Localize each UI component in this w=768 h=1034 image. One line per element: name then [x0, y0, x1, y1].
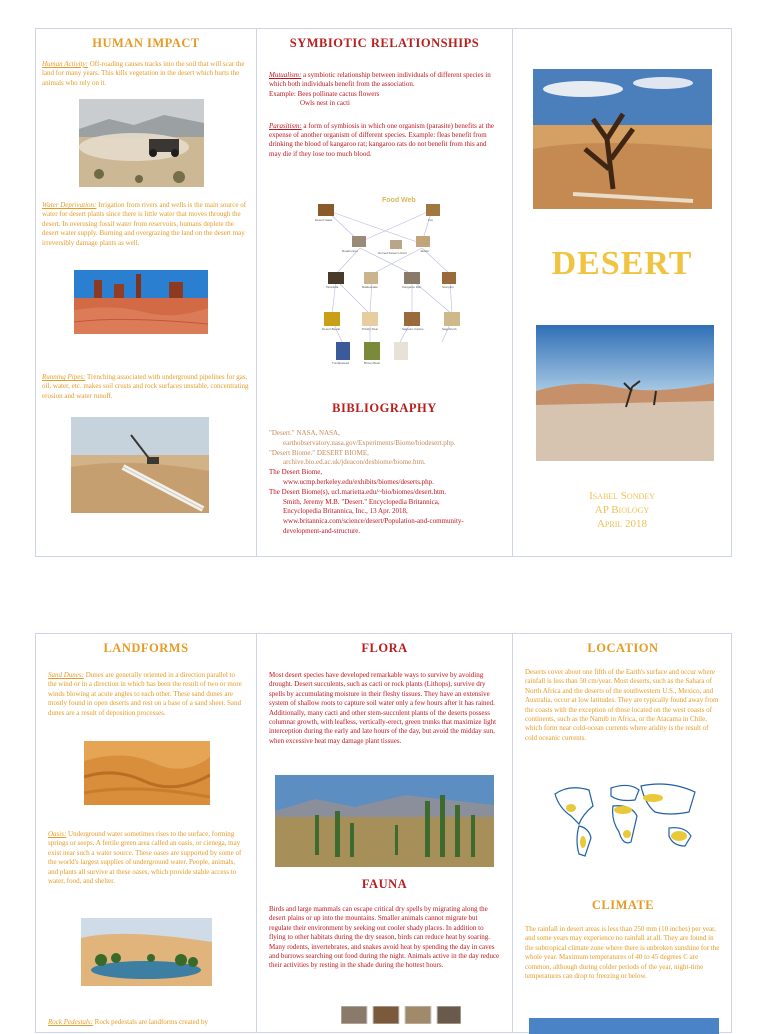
- desert-landscape-photo: [536, 325, 714, 461]
- cover-date: April 2018: [596, 518, 648, 530]
- human-impact-heading: HUMAN IMPACT: [92, 36, 200, 50]
- food-web-node: Desert Beetle: [322, 327, 341, 331]
- sand-dunes-label: Sand Dunes:: [48, 671, 84, 679]
- bib-entry: The Desert Biome(s), ucl.marietta.edu/~bio/biomes/desert.htm.: [269, 487, 447, 496]
- food-web-node: Scorpion: [442, 285, 454, 289]
- scorpion-icon: [442, 272, 456, 284]
- plant-icon: [394, 342, 408, 360]
- food-web-node: Sagebrush: [442, 327, 457, 331]
- food-web-node: Kangaroo Rat: [402, 285, 421, 289]
- bib-entry: earthobservatory.nasa.gov/Experiments/Biome/biodesert.php.: [283, 438, 456, 447]
- bib-entry: The Desert Biome,: [269, 468, 323, 477]
- food-web-node: Brown Bush: [364, 361, 381, 365]
- climate-text: The rainfall in desert areas is less than 250 mm (10 inches) per year, and some years may experience no rainfall at all. They are found in the subtropical climate zone where there is unbroken sunshine for the whole year. Maximum temperatures of 40 to 45 degrees C are common, although during colder periods of the year, night-time temperatures can drop to freezing or below.: [525, 925, 720, 981]
- food-web-node: Jackal: [420, 249, 429, 253]
- pipeline-photo: [71, 417, 209, 513]
- landforms-heading: LANDFORMS: [103, 641, 189, 655]
- running-pipes-label: Running Pipes:: [42, 373, 86, 381]
- fauna-photo-strip: [341, 1006, 461, 1024]
- desert-hawk-icon: [318, 204, 334, 216]
- parasitism-paragraph: [269, 122, 500, 160]
- red-desert-photo: [74, 270, 208, 334]
- parasitism-example: Example: fleas benefit from drinking the blood of kangaroo rat; kangaroo rats do not benefit from this and may die if they lose too much blood.: [269, 131, 487, 158]
- mutualism-text: a symbiotic relationship between individuals of different species in which both individuals benefit from the association.: [269, 71, 491, 89]
- food-web-node: Tumbleweed: [332, 361, 350, 365]
- tarantula-icon: [328, 272, 344, 284]
- food-web-node: Tarantula: [326, 285, 339, 289]
- cactus-photo: [275, 775, 494, 867]
- jackal-icon: [416, 236, 430, 247]
- rock-pedestals-label: Rock Pedestals:: [48, 1018, 93, 1026]
- food-web-node: Prickly Pear: [362, 327, 379, 331]
- saguaro-icon: [404, 312, 420, 326]
- food-web-node: Horned Desert Lizard: [378, 251, 407, 255]
- oasis-label: Oasis:: [48, 830, 67, 838]
- oasis-paragraph: [48, 830, 244, 886]
- fauna-heading: FAUNA: [361, 877, 408, 891]
- panel-divider: [512, 29, 513, 556]
- brochure-page-inside: [35, 633, 732, 1033]
- world-desert-map: [549, 776, 701, 862]
- bib-entry: www.ucmp.berkeley.edu/exhibits/biomes/deserts.php.: [283, 477, 434, 486]
- parasitism-text: a form of symbiosis in which one organism (parasite) benefits at the expense of another organism of different species.: [269, 121, 494, 140]
- rattlesnake-icon: [364, 272, 378, 284]
- bib-entry: archive.bio.ed.ac.uk/jdeacon/desbiome/biome.htm.: [283, 458, 426, 467]
- mutualism-example: Example: Bees pollinate cactus flowers: [269, 89, 380, 98]
- parasitism-label: Parasitism:: [269, 121, 302, 130]
- flora-text: Most desert species have developed remarkable ways to survive by avoiding drought. Desert succulents, such as cacti or rock plants (Lithops), survive dry spells by accumulating moisture in their fleshy tissues. They have an extensive system of shallow roots to capture soil water only a few hours after it has rained. Additionally, many cacti and other stem-succulent plants of the deserts possess columnar growth, with leafless, vertically-erect, green trunks that maximize light interception during the early and late hours of the day, but avoid the midday sun, when excessive heat may damage plant tissues.: [269, 671, 497, 745]
- symbiotic-heading: SYMBIOTIC RELATIONSHIPS: [289, 36, 480, 50]
- climate-photo: [529, 1018, 719, 1034]
- mutualism-example-2: Owls nest in cacti: [300, 99, 350, 108]
- kangaroo-rat-icon: [404, 272, 420, 284]
- water-deprivation-text: Irrigation from rivers and wells is the main source of water for desert plants since there is little water that moves through the desert. In overusing fossil water from reservoirs, humans deplete the desert water supply. Burning and overgrazing the land on the desert may irreversibly damage plants as well.: [42, 201, 247, 247]
- food-web-node: Rattlesnake: [362, 285, 378, 289]
- bib-entry: "Desert Biome." DESERT BIOME,: [269, 448, 369, 457]
- rock-pedestals-paragraph: [48, 1018, 244, 1027]
- human-activity-label: Human Activity:: [42, 60, 88, 68]
- fox-icon: [426, 204, 440, 216]
- rock-pedestals-text: Rock pedestals are landforms created by: [92, 1018, 208, 1026]
- running-pipes-paragraph: [42, 373, 250, 401]
- oasis-text: Underground water sometimes rises to the surface, forming springs or seeps. A fertile green area called an oasis, or cienega, may exist near such a water source. These oases are supported by some of the world's largest supplies of underground water. People, animals, and plants all survive at these oases, which provide stable access to water, food, and shelter.: [48, 830, 242, 886]
- human-activity-paragraph: [42, 60, 250, 88]
- food-web-node: Desert Hawk: [315, 218, 333, 222]
- prickly-pear-icon: [362, 312, 378, 326]
- food-web-diagram: [312, 192, 475, 372]
- food-web-node: Roadrunner: [342, 249, 358, 253]
- flora-heading: FLORA: [361, 641, 408, 655]
- bib-entry: Smith, Jeremy M.B. "Desert." Encyclopedia Britannica,: [283, 497, 440, 506]
- rock-pedestals-block: [36, 1018, 256, 1032]
- human-activity-text: Off-roading causes tracks into the soil that will scar the land for many years. This kills vegetation in the desert which hurts the animals who rely on it.: [42, 60, 245, 87]
- food-web-node: Saguaro Cactus: [402, 327, 424, 331]
- food-web-links: [326, 210, 452, 342]
- bibliography-heading: BIBLIOGRAPHY: [332, 401, 437, 415]
- food-web-title: Food Web: [382, 197, 416, 204]
- sand-dunes-text: Dunes are generally oriented in a direction parallel to the wind or in a direction in which has been the result of two or more winds blowing at acute angles to each other. These sand dunes are mostly found in open deserts and rest on a base of a sand sheet. Sand dunes are a result of deposition processes.: [48, 671, 242, 717]
- bib-entry: www.britannica.com/science/desert/Population-and-community-: [283, 517, 464, 526]
- tumbleweed-icon: [336, 342, 350, 360]
- bib-entry: Encyclopedia Britannica, Inc., 13 Apr. 2018,: [283, 507, 408, 516]
- water-deprivation-label: Water Deprivation:: [42, 201, 97, 209]
- cover-course: AP Biology: [594, 504, 650, 516]
- mutualism-paragraph: [269, 71, 500, 109]
- cover-author: Isabel Sondey: [589, 490, 655, 502]
- bibliography-list: [269, 429, 500, 537]
- fauna-text: Birds and large mammals can escape critical dry spells by migrating along the desert plains or up into the mountains. Smaller animals cannot migrate but regulate their environment by seeking out cooler shady places. In addition to flying to other habitats during the dry season, birds can reduce heat by soaring. Many rodents, invertebrates, and snakes avoid heat by spending the day in caves and burrows searching out food during the night. Animals active in the day reduce their activities by resting in the shade during the hottest hours.: [269, 905, 500, 970]
- roadrunner-icon: [352, 236, 366, 247]
- running-pipes-text: Trenching associated with underground pipelines for gas, oil, water, etc. makes soil crusts and rock surfaces unstable, concentrating erosion and water runoff.: [42, 373, 249, 400]
- oasis-photo: [81, 918, 212, 986]
- food-web-node: Fox: [428, 218, 434, 222]
- location-heading: LOCATION: [587, 641, 659, 655]
- sagebrush-icon: [444, 312, 460, 326]
- sand-dunes-paragraph: [48, 671, 244, 718]
- climate-heading: CLIMATE: [591, 898, 655, 912]
- brown-bush-icon: [364, 342, 380, 360]
- location-text: Deserts cover about one fifth of the Earth's surface and occur where rainfall is less than 50 cm/year. Most deserts, such as the Sahara of North Africa and the deserts of the southwestern U.S., Mexico, and Australia, occur at low latitudes. They are typically found away from the coasts with the exception of those located on the west coasts of continents, such as the Namib in Africa, or the Atacama in Chile, which form near cold-ocean currents where aridity is the result of cold oceanic currents.: [525, 668, 719, 742]
- off-road-photo: [79, 99, 204, 187]
- sand-dunes-photo: [84, 741, 210, 805]
- desert-beetle-icon: [324, 312, 340, 326]
- bibliography-block: [257, 401, 512, 556]
- brochure-page-outside: [35, 28, 732, 557]
- lizard-icon: [390, 240, 402, 249]
- climate-panel: [513, 898, 733, 1032]
- bib-entry: "Desert." NASA, NASA,: [269, 429, 340, 437]
- water-deprivation-paragraph: [42, 201, 250, 248]
- bib-entry: development-and-structure.: [283, 526, 361, 535]
- dead-tree-desert-photo: [533, 69, 712, 209]
- food-web-svg: [312, 192, 475, 372]
- cover-title: DESERT: [551, 245, 693, 282]
- mutualism-label: Mutualism:: [269, 71, 302, 79]
